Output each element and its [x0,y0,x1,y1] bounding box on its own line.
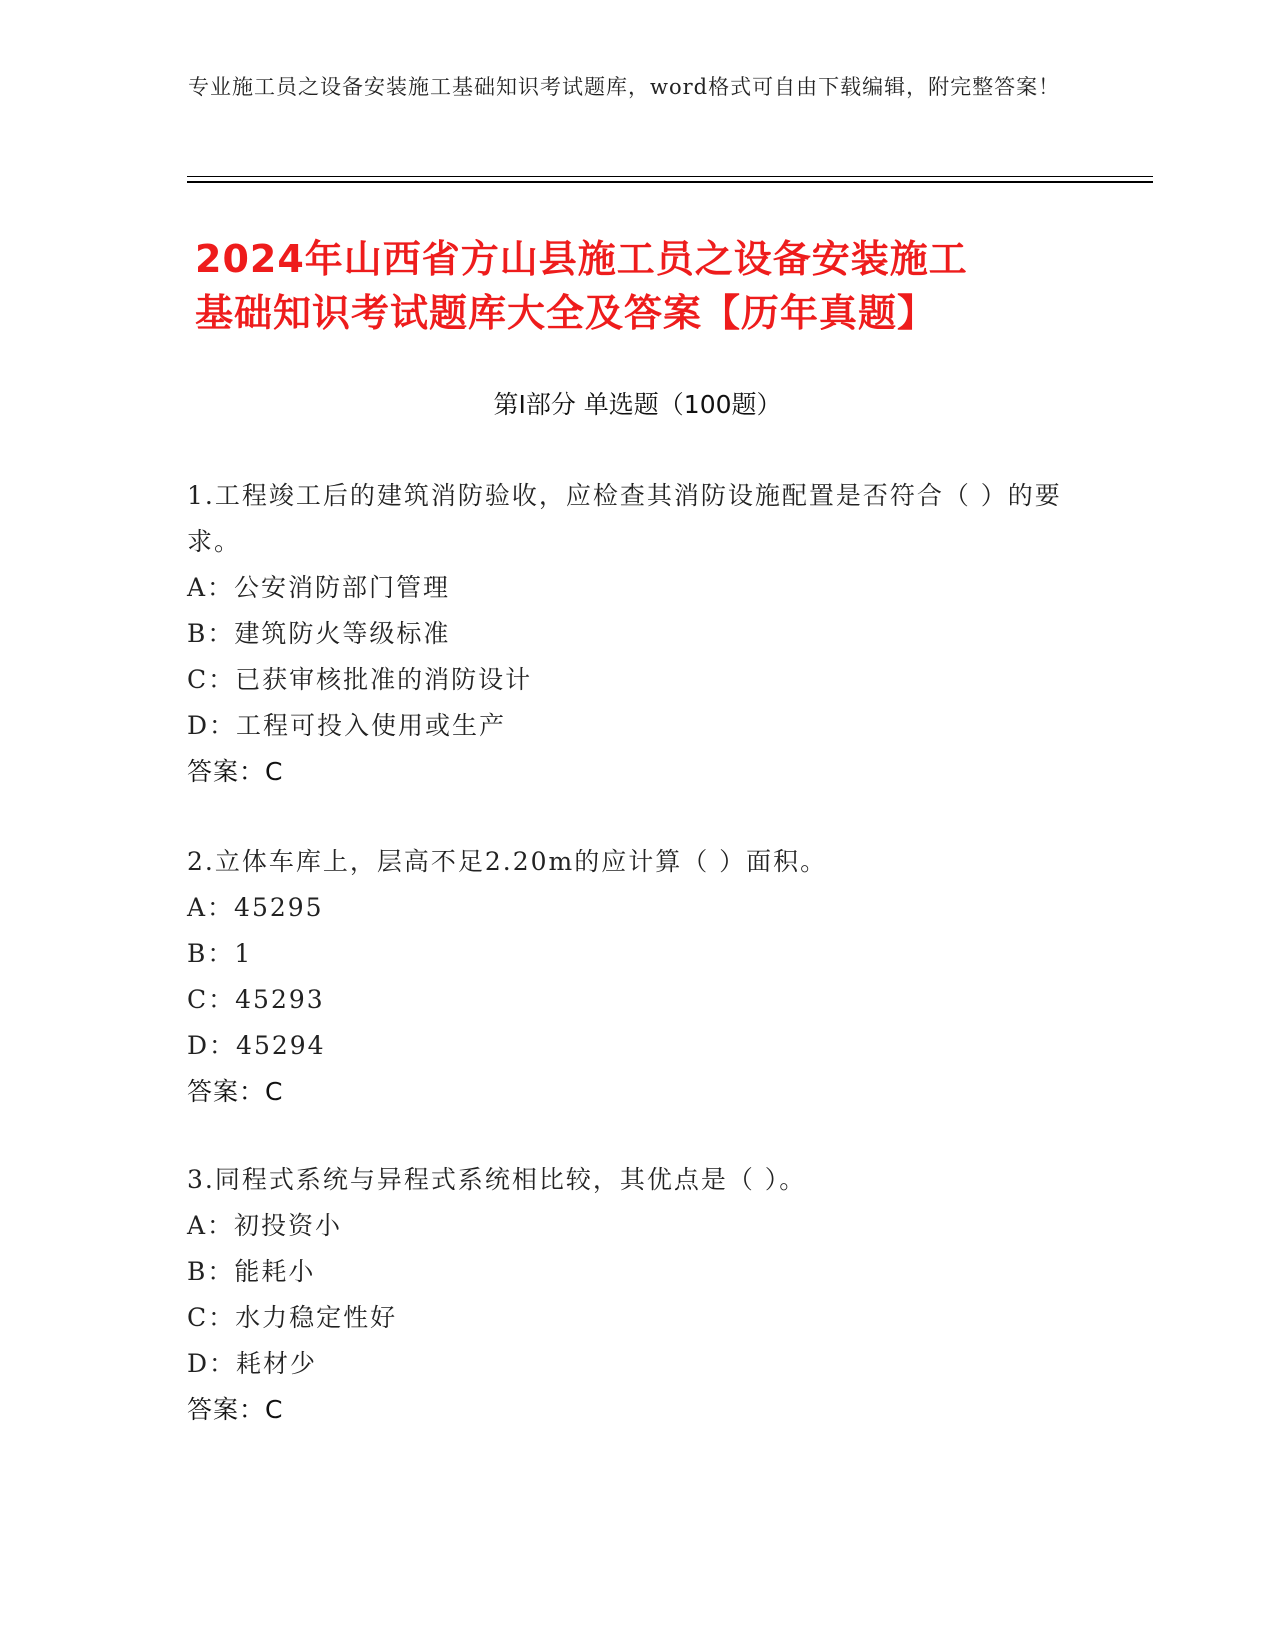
question-1 [187,473,1067,795]
answer: 答案：C [187,757,284,786]
question-stem: 2.立体车库上，层高不足2.20m的应计算（ ）面积。 [187,847,828,876]
title-line-1: 2024年山西省方山县施工员之设备安装施工 [195,237,968,281]
header-note: 专业施工员之设备安装施工基础知识考试题库，word格式可自由下载编辑，附完整答案！ [188,75,1061,99]
title-line-2: 基础知识考试题库大全及答案【历年真题】 [195,291,937,335]
option-c: C：水力稳定性好 [187,1303,398,1332]
document-title [195,232,1095,340]
option-d: D：耗材少 [187,1349,318,1378]
option-b: B：能耗小 [187,1257,316,1286]
option-d: D：工程可投入使用或生产 [187,711,507,740]
option-b: B：建筑防火等级标准 [187,619,451,648]
answer: 答案：C [187,1077,284,1106]
header-rule-thick [187,181,1153,183]
question-2 [187,839,1067,1115]
option-a: A：初投资小 [187,1211,343,1240]
header-rule-thin [187,176,1153,177]
option-a: A：45295 [187,893,324,922]
option-d: D：45294 [187,1031,326,1060]
option-a: A：公安消防部门管理 [187,573,451,602]
option-b: B：1 [187,939,253,968]
question-stem: 1.工程竣工后的建筑消防验收，应检查其消防设施配置是否符合（ ）的要求。 [187,481,1062,556]
option-c: C：已获审核批准的消防设计 [187,665,533,694]
question-3 [187,1157,1067,1433]
section-heading: 第Ⅰ部分 单选题（100题） [493,390,782,419]
option-c: C：45293 [187,985,325,1014]
question-stem: 3.同程式系统与异程式系统相比较，其优点是（ ）。 [187,1165,807,1194]
answer: 答案：C [187,1395,284,1424]
